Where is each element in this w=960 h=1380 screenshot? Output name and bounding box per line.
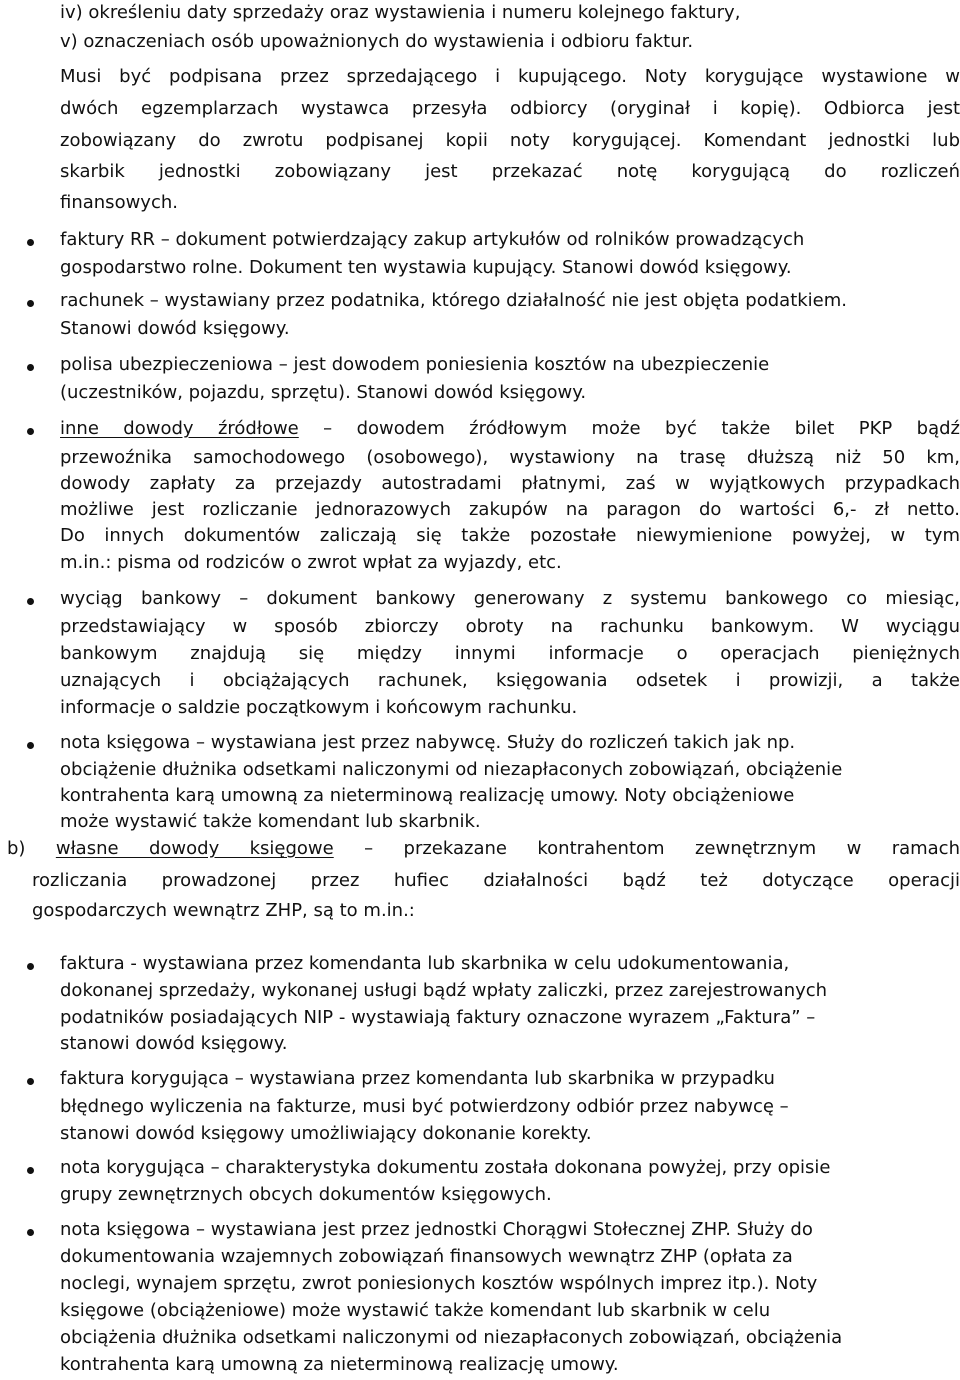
list-item-line: stanowi dowód księgowy umożliwiający dokonanie korekty.	[60, 1123, 592, 1144]
intro-line-iv: iv) określeniu daty sprzedaży oraz wystawienia i numeru kolejnego faktury,	[60, 2, 741, 23]
term-label: nota korygująca	[60, 1157, 205, 1178]
term-label: faktura	[60, 953, 125, 974]
bullet-icon	[27, 742, 34, 749]
term-label: inne dowody źródłowe	[60, 418, 299, 439]
section-b-line: gospodarczych wewnątrz ZHP, są to m.in.:	[32, 900, 415, 921]
item-text: – wystawiana jest przez jednostki Chorągwi Stołecznej ZHP. Służy do	[190, 1219, 813, 1240]
list-item-line	[60, 1155, 831, 1181]
term-label: nota księgowa	[60, 732, 191, 753]
term-label: faktury RR	[60, 229, 156, 250]
section-b-prefix: b)	[7, 838, 56, 859]
intro-para-line: finansowych.	[60, 192, 178, 213]
term-label: wyciąg bankowy	[60, 588, 221, 609]
list-item-line	[60, 227, 804, 253]
intro-para-line: skarbik jednostki zobowiązany jest przekazać notę korygującą do rozliczeń	[60, 161, 960, 182]
list-item-line	[60, 352, 769, 378]
list-item-line: kontrahenta karą umowną za nieterminową realizację umowy.	[60, 1354, 619, 1375]
list-item-line	[60, 730, 795, 756]
list-item-line	[60, 586, 960, 612]
list-item-line: przewoźnika samochodowego (osobowego), wystawiony na trasę dłuższą niż 50 km,	[60, 447, 960, 468]
list-item-line: dokonanej sprzedaży, wykonanej usługi bądź wpłaty zaliczki, przez zarejestrowanych	[60, 980, 828, 1001]
term-label: nota księgowa	[60, 1219, 191, 1240]
list-item-line: stanowi dowód księgowy.	[60, 1033, 288, 1054]
list-item-line: obciążenia dłużnika odsetkami naliczonymi od niezapłaconych zobowiązań, obciążenia	[60, 1327, 843, 1348]
list-item-line: kontrahenta karą umowną za nieterminową realizację umowy. Noty obciążeniowe	[60, 785, 795, 806]
bullet-icon	[27, 598, 34, 605]
list-item-line: uznających i obciążających rachunek, księgowania odsetek i prowizji, a także	[60, 670, 960, 691]
list-item-line: dokumentowania wzajemnych zobowiązań finansowych wewnątrz ZHP (opłata za	[60, 1246, 793, 1267]
bullet-icon	[27, 239, 34, 246]
section-b-text: – przekazane kontrahentom zewnętrznym w ramach	[333, 838, 960, 859]
term-label: rachunek	[60, 290, 145, 311]
item-text: – wystawiany przez podatnika, którego działalność nie jest objęta podatkiem.	[144, 290, 848, 311]
term-label: polisa ubezpieczeniowa	[60, 354, 274, 375]
list-item-line: bankowym znajdują się między innymi informacje o operacjach pieniężnych	[60, 643, 960, 664]
list-item-line: m.in.: pisma od rodziców o zwrot wpłat za wyjazdy, etc.	[60, 552, 562, 573]
list-item-line	[60, 1217, 813, 1243]
item-text: – charakterystyka dokumentu została dokonana powyżej, przy opisie	[204, 1157, 831, 1178]
bullet-icon	[27, 963, 34, 970]
section-b-term: własne dowody księgowe	[55, 838, 334, 859]
bullet-icon	[27, 364, 34, 371]
list-item-line: dowody zapłaty za przejazdy autostradami płatnymi, zaś w wyjątkowych przypadkach	[60, 473, 960, 494]
list-item-line: możliwe jest rozliczanie jednorazowych zakupów na paragon do wartości 6,- zł netto.	[60, 499, 960, 520]
list-item-line: księgowe (obciążeniowe) może wystawić także komendant lub skarbnik w celu	[60, 1300, 771, 1321]
section-b-line: rozliczania prowadzonej przez hufiec działalności bądź też dotyczące operacji	[32, 870, 960, 891]
bullet-icon	[27, 300, 34, 307]
list-item-line: Do innych dokumentów zaliczają się także pozostałe niewymienione powyżej, w tym	[60, 525, 960, 546]
list-item-line: przedstawiający w sposób zbiorczy obroty na rachunku bankowym. W wyciągu	[60, 616, 960, 637]
intro-para-line: dwóch egzemplarzach wystawca przesyła odbiorcy (oryginał i kopię). Odbiorca jest	[60, 98, 960, 119]
list-item-line: gospodarstwo rolne. Dokument ten wystawia kupujący. Stanowi dowód księgowy.	[60, 257, 792, 278]
list-item-line	[60, 951, 789, 977]
list-item-line	[60, 1066, 775, 1092]
item-text: - wystawiana przez komendanta lub skarbnika w celu udokumentowania,	[124, 953, 790, 974]
item-text: – jest dowodem poniesienia kosztów na ubezpieczenie	[273, 354, 770, 375]
intro-para-line: Musi być podpisana przez sprzedającego i kupującego. Noty korygujące wystawione w	[60, 66, 960, 87]
intro-line-v: v) oznaczeniach osób upoważnionych do wystawienia i odbioru faktur.	[60, 31, 694, 52]
list-item-line: podatników posiadających NIP - wystawiają faktury oznaczone wyrazem „Faktura” –	[60, 1007, 816, 1028]
list-item-line: noclegi, wynajem sprzętu, zwrot poniesionych kosztów wspólnych imprez itp.). Noty	[60, 1273, 818, 1294]
bullet-icon	[27, 1229, 34, 1236]
item-text: – wystawiana przez komendanta lub skarbnika w przypadku	[229, 1068, 775, 1089]
intro-para-line: zobowiązany do zwrotu podpisanej kopii noty korygującej. Komendant jednostki lub	[60, 130, 960, 151]
item-text: – dokument bankowy generowany z systemu bankowego co miesiąc,	[220, 588, 960, 609]
list-item-line: może wystawić także komendant lub skarbnik.	[60, 811, 481, 832]
item-text: – dokument potwierdzający zakup artykułów od rolników prowadzących	[155, 229, 805, 250]
term-label: faktura korygująca	[60, 1068, 230, 1089]
bullet-icon	[27, 428, 34, 435]
list-item-line	[60, 288, 847, 314]
item-text: – wystawiana jest przez nabywcę. Służy do rozliczeń takich jak np.	[190, 732, 796, 753]
bullet-icon	[27, 1167, 34, 1174]
list-item-line: (uczestników, pojazdu, sprzętu). Stanowi dowód księgowy.	[60, 382, 587, 403]
section-b-line	[7, 836, 960, 862]
list-item-line: obciążenie dłużnika odsetkami naliczonymi od niezapłaconych zobowiązań, obciążenie	[60, 759, 843, 780]
list-item-line: Stanowi dowód księgowy.	[60, 318, 290, 339]
bullet-icon	[27, 1078, 34, 1085]
list-item-line: błędnego wyliczenia na fakturze, musi być potwierdzony odbiór przez nabywcę –	[60, 1096, 789, 1117]
list-item-line	[60, 416, 960, 442]
list-item-line: grupy zewnętrznych obcych dokumentów księgowych.	[60, 1184, 552, 1205]
list-item-line: informacje o saldzie początkowym i końcowym rachunku.	[60, 697, 578, 718]
item-text: – dowodem źródłowym może być także bilet PKP bądź	[298, 418, 960, 439]
